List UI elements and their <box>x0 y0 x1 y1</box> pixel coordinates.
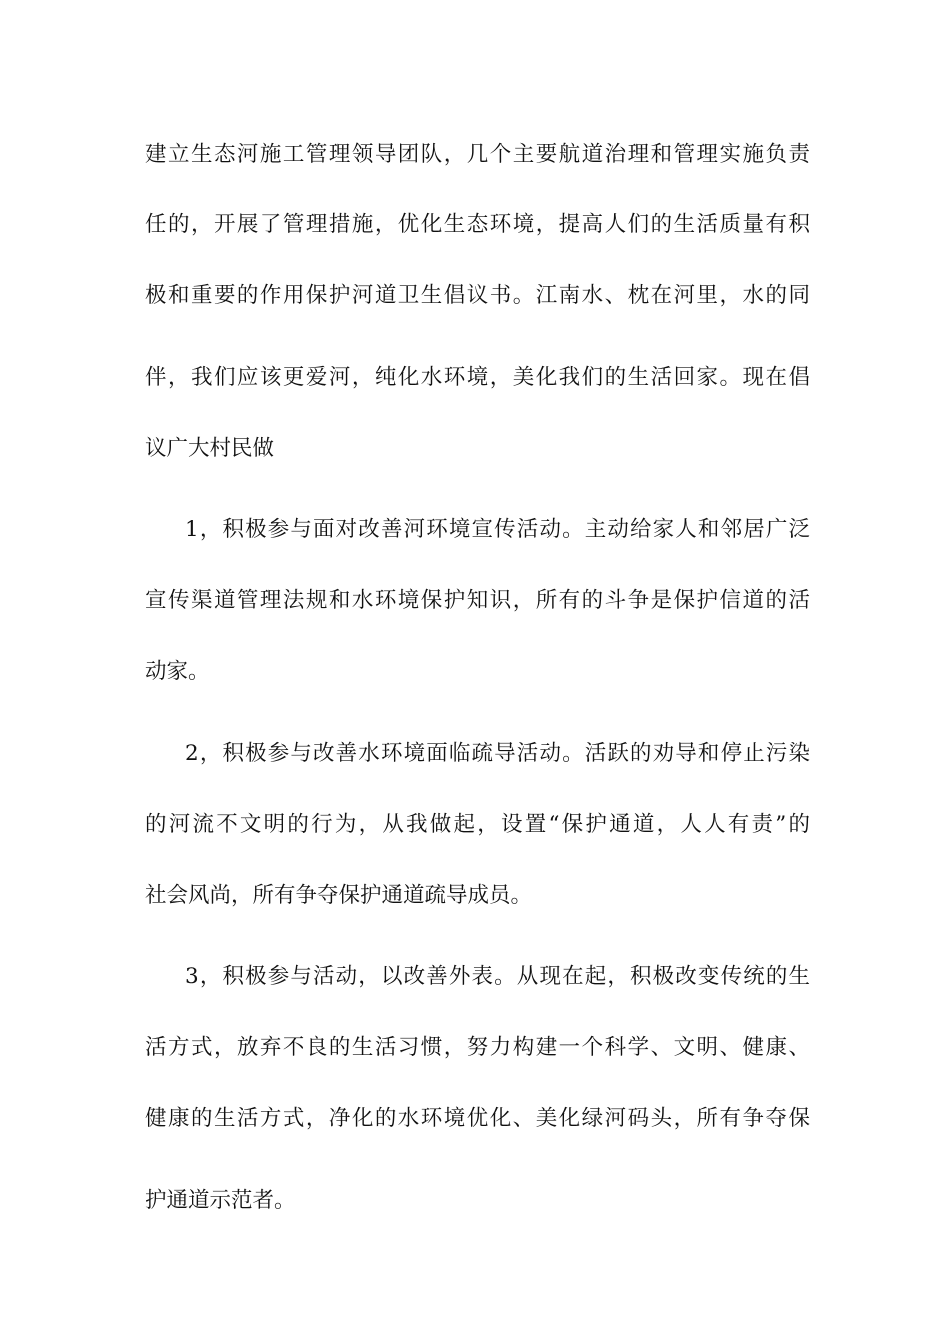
list-item-3-line: 活方式，放弃不良的生活习惯，努力构建一个科学、文明、健康、 <box>145 1035 810 1060</box>
list-item-3-line: 健康的生活方式，净化的水环境优化、美化绿河码头，所有争夺保 <box>145 1106 810 1131</box>
list-item-1-line: 1，积极参与面对改善河环境宣传活动。主动给家人和邻居广泛 <box>185 517 810 542</box>
list-item-2-line: 的河流不文明的行为，从我做起，设置“保护通道，人人有责”的 <box>145 812 810 837</box>
list-item-3-line: 护通道示范者。 <box>145 1188 296 1213</box>
list-item-3-line: 3，积极参与活动，以改善外表。从现在起，积极改变传统的生 <box>185 964 810 989</box>
list-item-1-line: 动家。 <box>145 659 210 684</box>
paragraph-line: 伴，我们应该更爱河，纯化水环境，美化我们的生活回家。现在倡 <box>145 365 810 390</box>
paragraph-line: 任的，开展了管理措施，优化生态环境，提高人们的生活质量有积 <box>145 212 810 237</box>
list-item-1-line: 宣传渠道管理法规和水环境保护知识，所有的斗争是保护信道的活 <box>145 588 810 613</box>
list-item-2-line: 2，积极参与改善水环境面临疏导活动。活跃的劝导和停止污染 <box>185 741 810 766</box>
paragraph-line: 极和重要的作用保护河道卫生倡议书。江南水、枕在河里，水的同 <box>145 283 810 308</box>
list-item-2-line: 社会风尚，所有争夺保护通道疏导成员。 <box>145 883 533 908</box>
paragraph-line: 建立生态河施工管理领导团队，几个主要航道治理和管理实施负责 <box>145 142 810 167</box>
paragraph-line: 议广大村民做 <box>145 436 275 461</box>
